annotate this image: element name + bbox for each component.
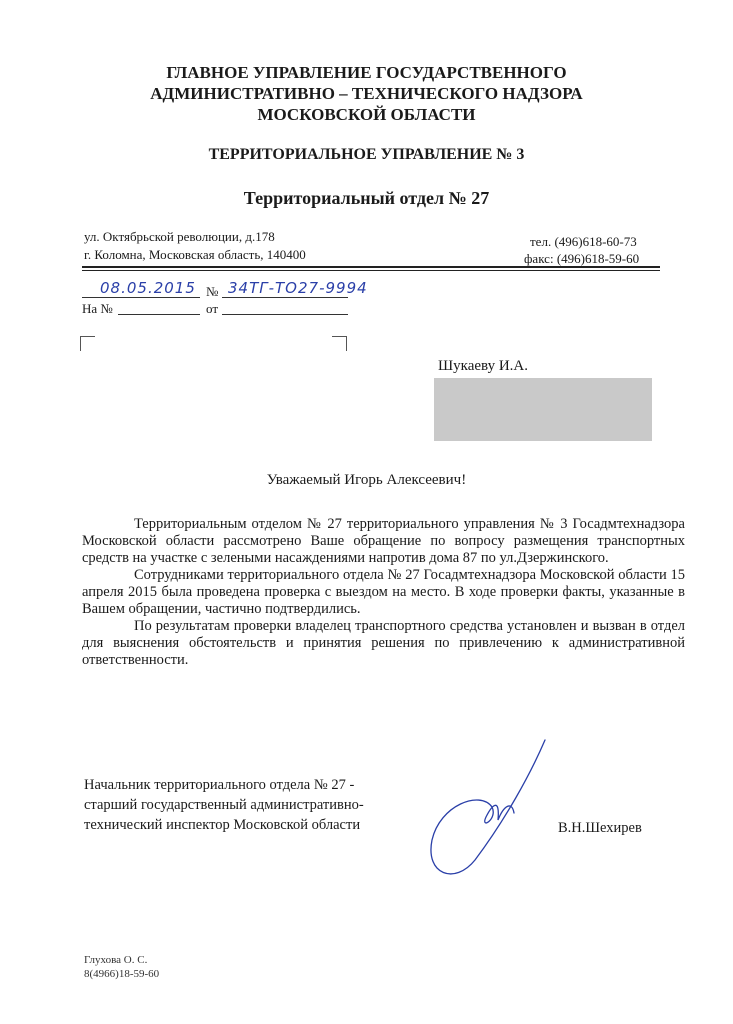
executor-name: Глухова О. С.	[84, 954, 148, 966]
registration-date: 08.05.2015	[100, 279, 196, 297]
recipient-name: Шукаеву И.А.	[438, 358, 528, 374]
signatory-title-line-2: старший государственный административно-	[84, 797, 364, 813]
address-area-corner-right	[332, 336, 347, 351]
org-name-line-2: АДМИНИСТРАТИВНО – ТЕХНИЧЕСКОГО НАДЗОРА	[150, 84, 583, 103]
signatory-title-line-1: Начальник территориального отдела № 27 -	[84, 777, 355, 793]
from-underline	[222, 314, 348, 315]
handwritten-signature	[420, 735, 560, 880]
reply-to-label: На №	[82, 301, 113, 316]
address-phone: тел. (496)618-60-73	[530, 234, 637, 249]
paragraph-3: По результатам проверки владелец транспортного средства установлен и вызван в отдел для выяснения обстоятельств и принятия решения по привлечению к административной ответственности.	[82, 618, 685, 668]
executor-info	[84, 953, 159, 981]
org-name-line-1: ГЛАВНОЕ УПРАВЛЕНИЕ ГОСУДАРСТВЕННОГО	[166, 63, 567, 82]
address-area-corner-left	[80, 336, 95, 351]
letter-body	[82, 516, 685, 669]
org-name-line-3: МОСКОВСКОЙ ОБЛАСТИ	[257, 105, 476, 124]
address-city: г. Коломна, Московская область, 140400	[84, 247, 306, 262]
header-rule-thin	[82, 270, 660, 271]
executor-phone: 8(4966)18-59-60	[84, 968, 160, 980]
signatory-title	[84, 775, 364, 835]
signatory-title-line-3: технический инспектор Московской области	[84, 817, 361, 833]
paragraph-2: Сотрудниками территориального отдела № 27 Госадмтехнадзора Московской области 15 апреля 2015 была проведена проверка с выездом на место. В ходе проверки факты, указанные в Вашем обращении, частично подтвердились.	[82, 567, 685, 617]
date-underline	[82, 297, 200, 298]
department-title: Территориальный отдел № 27	[243, 188, 490, 208]
salutation: Уважаемый Игорь Алексеевич!	[266, 472, 467, 488]
signatory-name: В.Н.Шехирев	[558, 820, 642, 836]
reply-to-underline	[118, 314, 200, 315]
number-underline	[222, 297, 348, 298]
registration-number: 34ТГ-ТО27-9994	[228, 279, 368, 297]
address-street: ул. Октябрьской революции, д.178	[84, 229, 275, 244]
territorial-office-title: ТЕРРИТОРИАЛЬНОЕ УПРАВЛЕНИЕ № 3	[208, 146, 525, 163]
header-rule-thick	[82, 266, 660, 268]
registration-number-label: №	[206, 284, 219, 299]
address-fax: факс: (496)618-59-60	[524, 251, 640, 266]
paragraph-1: Территориальным отделом № 27 территориального управления № 3 Госадмтехнадзора Московской области рассмотрено Ваше обращение по вопросу размещения транспортных средств на участке с зелеными насаждениями напротив дома 87 по ул.Дзержинского.	[82, 516, 685, 566]
redacted-address	[434, 378, 652, 441]
from-label: от	[206, 301, 219, 316]
